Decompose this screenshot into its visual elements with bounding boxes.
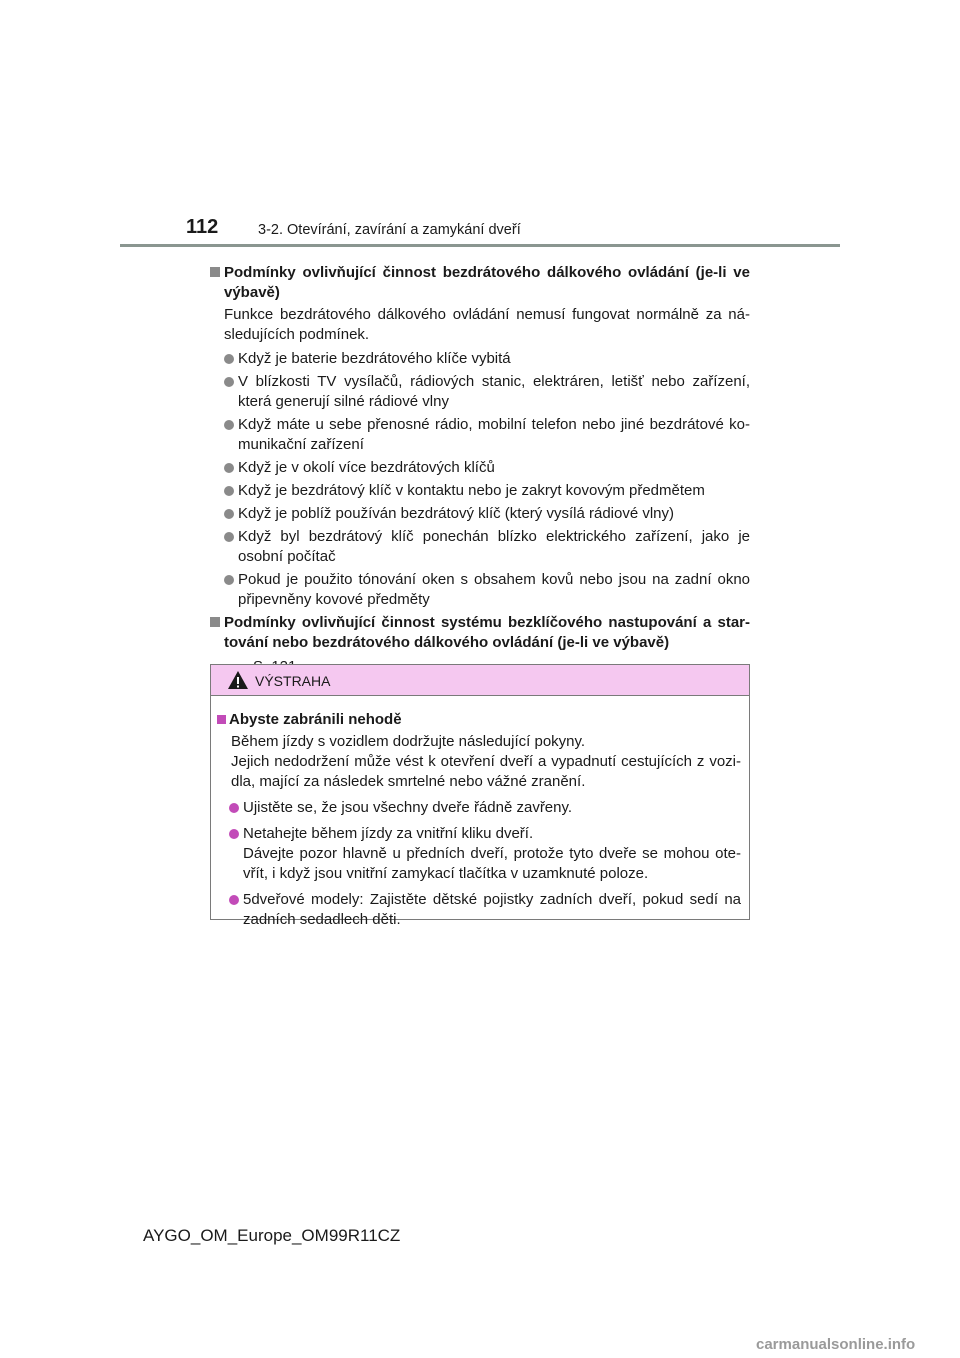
square-bullet-icon	[210, 617, 220, 627]
square-bullet-icon	[210, 267, 220, 277]
warning-title: VÝSTRAHA	[255, 673, 331, 689]
bullet-dot-icon	[224, 463, 234, 473]
list-item	[210, 372, 750, 412]
section-heading-text: Podmínky ovlivňující činnost systému bezklíčového nastupování a star-tování nebo bezdrátového dálkového ovládání (je-li ve výbavě)	[224, 614, 750, 651]
warning-intro-line: Jejich nedodržení může vést k otevření dveří a vypadnutí cestujících z vozi-dla, mající za následek smrtelné nebo vážné zranění.	[231, 753, 741, 790]
warning-list-item	[217, 798, 741, 818]
list-item-text: Ujistěte se, že jsou všechny dveře řádně zavřeny.	[243, 799, 573, 816]
bullet-dot-icon	[224, 420, 234, 430]
bullet-dot-icon	[229, 895, 239, 905]
list-item-text: Když byl bezdrátový klíč ponechán blízko elektrického zařízení, jako je osobní počítač	[238, 528, 750, 565]
bullet-dot-icon	[224, 532, 234, 542]
list-item	[210, 504, 750, 524]
warning-intro	[217, 732, 741, 792]
bullet-dot-icon	[224, 575, 234, 585]
bullet-dot-icon	[224, 509, 234, 519]
list-item-text: Když je poblíž používán bezdrátový klíč (který vysílá rádiové vlny)	[238, 505, 675, 522]
document-id: AYGO_OM_Europe_OM99R11CZ	[143, 1226, 401, 1245]
list-item-text: Když je bezdrátový klíč v kontaktu nebo je zakryt kovovým předmětem	[238, 482, 705, 499]
bullet-dot-icon	[229, 803, 239, 813]
list-item	[210, 527, 750, 567]
list-item	[210, 349, 750, 369]
list-item-text: Když máte u sebe přenosné rádio, mobilní telefon nebo jiné bezdrátové ko-munikační zařízení	[238, 416, 750, 453]
section-heading-text: Podmínky ovlivňující činnost bezdrátového dálkového ovládání (je-li ve výbavě)	[224, 264, 750, 301]
list-item	[210, 481, 750, 501]
warning-header	[211, 665, 749, 696]
list-item-text: 5dveřové modely: Zajistěte dětské pojistky zadních dveří, pokud sedí na zadních sedadlech děti.	[243, 891, 741, 928]
bullet-dot-icon	[224, 486, 234, 496]
list-item	[210, 415, 750, 455]
square-bullet-icon	[217, 715, 226, 724]
page-number: 112	[186, 216, 219, 238]
main-content	[210, 263, 750, 677]
warning-list-item	[217, 890, 741, 930]
list-item-text: Netahejte během jízdy za vnitřní kliku dveří.	[243, 825, 534, 842]
bullet-dot-icon	[224, 354, 234, 364]
list-item	[210, 570, 750, 610]
section-heading	[210, 613, 750, 653]
warning-heading-text: Abyste zabránili nehodě	[229, 711, 402, 728]
section-intro: Funkce bezdrátového dálkového ovládání nemusí fungovat normálně za ná-sledujících podmínek.	[224, 306, 750, 343]
bullet-dot-icon	[224, 377, 234, 387]
list-item-text: Pokud je použito tónování oken s obsahem kovů nebo jsou na zadní okno připevněny kovové předměty	[238, 571, 750, 608]
list-item	[210, 458, 750, 478]
watermark: carmanualsonline.info	[756, 1336, 916, 1353]
warning-box	[210, 664, 750, 928]
warning-body	[211, 696, 749, 930]
list-item-text: V blízkosti TV vysílačů, rádiových stanic, elektráren, letišť nebo zařízení, která generují silné rádiové vlny	[238, 373, 750, 410]
warning-heading	[217, 710, 741, 730]
header-rule	[120, 244, 840, 247]
list-item-text: Dávejte pozor hlavně u předních dveří, protože tyto dveře se mohou ote-vřít, i když jsou vnitřní zamykací tlačítka v uzamknuté poloze.	[243, 845, 741, 882]
list-item-text: Když je v okolí více bezdrátových klíčů	[238, 459, 495, 476]
warning-triangle-icon	[227, 670, 249, 690]
section-heading	[210, 263, 750, 303]
bullet-dot-icon	[229, 829, 239, 839]
list-item-text: Když je baterie bezdrátového klíče vybitá	[238, 350, 511, 367]
warning-list-item	[217, 824, 741, 884]
section-title: 3-2. Otevírání, zavírání a zamykání dveří	[258, 222, 521, 238]
warning-intro-line: Během jízdy s vozidlem dodržujte následující pokyny.	[231, 733, 586, 750]
